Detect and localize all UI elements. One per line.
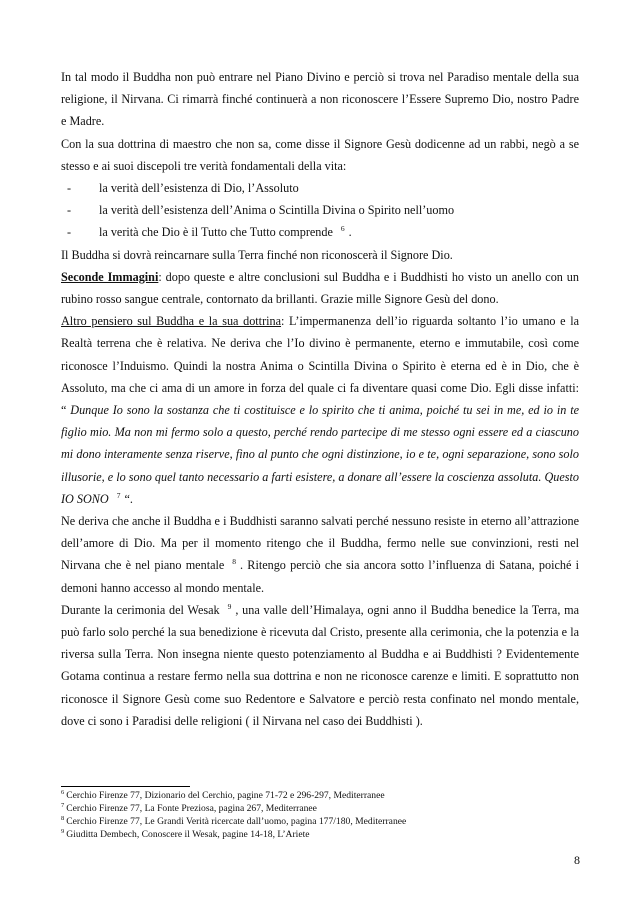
footnote-ref-8[interactable]: 8 [232,557,237,567]
paragraph-other-thought [61,310,579,510]
paragraph-doctrine: Con la sua dottrina di maestro che non sa, come disse il Signore Gesù dodicenne ad un rabbi, negò a se stesso e ai suoi discepoli tre verità fondamentali della vita: [61,136,579,173]
other-thought-text: : L’impermanenza dell’io riguarda soltanto l’io umano e la Realtà terrena che è relativa. Ne deriva che l’Io divino è permanente, eterno e immutabile, così come riconosce l’Induismo. Quindi la nostra Anima o Scintilla Divina o Spirito è eterna ed è in Dio, che è Assoluto, ma che ci ama di un amore in forza del quale ci fa diventare quasi come Dio. Egli disse infatti: “ [61,314,579,418]
footnote-number: 6 [61,789,65,796]
wesak-text-a: Durante la cerimonia del Wesak [61,602,220,617]
list-item-text: la verità dell’esistenza di Dio, l’Assoluto [99,181,299,196]
footnote-text: Cerchio Firenze 77, Le Grandi Verità ricercate dall’uomo, pagina 177/180, Mediterranee [66,816,407,827]
list-item [61,221,579,243]
paragraph-reincarnation: Il Buddha si dovrà reincarnare sulla Terra finché non riconoscerà il Signore Dio. [61,247,453,262]
quotation: Dunque Io sono la sostanza che ti costituisce e lo spirito che ti anima, poiché tu sei in me, ed io in te figlio mio. Ma non mi fermo solo a questo, perché rendo partecipe di me stesso ogni essere ed a ciascuno mi dono interamente senza riserve, fino al punto che ogni distinzione, io e te, ogni separazione, sono solo illusorie, e lo sono quel tanto necessario a farti esistere, a donare all’essere la coscienza assoluta. Questo IO SONO [61,403,579,506]
footnote-7 [61,802,579,815]
footnote-number: 9 [61,828,65,835]
footnote-number: 8 [61,815,65,822]
paragraph-wesak [61,599,579,732]
bullet-dash: - [67,181,72,196]
salvation-text-a: Ne deriva che anche il Buddha e i Buddhisti saranno salvati perché nessuno resiste in eterno all’attrazione dell’amore di Dio. Ma per il momento ritengo che il Buddha, fermo nelle sue convinzioni, resti nel Nirvana che è nel piano mentale [61,514,579,573]
footnote-text: Cerchio Firenze 77, La Fonte Preziosa, pagina 267, Mediterranee [66,803,317,814]
footnote-9 [61,828,579,841]
list-item [61,177,579,199]
section-heading-second-images: Seconde Immagini [61,269,159,284]
section-heading-other-thought: Altro pensiero sul Buddha e la sua dottrina [61,314,282,329]
footnote-number: 7 [61,802,65,809]
list-item-end: . [348,225,352,240]
footnote-6 [61,789,579,802]
body-text [61,66,579,732]
paragraph-salvation [61,510,579,599]
footnote-ref-6[interactable]: 6 [340,224,345,234]
footnote-text: Giuditta Dembech, Conoscere il Wesak, pagine 14-18, L’Ariete [66,829,310,840]
second-images-text: : dopo queste e altre conclusioni sul Buddha e i Buddhisti ho visto un anello con un rubino rosso sangue centrale, contornato da brillanti. Grazie mille Signore Gesù del dono. [61,269,579,307]
list-item [61,199,579,221]
paragraph-second-images [61,266,579,310]
wesak-text-b: , una valle dell’Himalaya, ogni anno il Buddha benedice la Terra, ma può farlo solo perché la sua benedizione è ricevuta dal Cristo, presente alla cerimonia, che la potenzia e la riversa sulla Terra. Non insegna niente questo potenziamento al Buddha e ai Buddhisti ? Evidentemente Gotama continua a restare fermo nella sua dottrina e non ne riconosce carenze e limiti. E soprattutto non riconosce il Signore Gesù come suo Redentore e Salvatore e perciò resta confinato nel mondo mentale, dove ci sono i Paradisi delle religioni ( il Nirvana nel caso dei Buddhisti ). [61,602,580,728]
bullet-dash: - [67,203,72,218]
footnotes [61,789,579,841]
footnote-8 [61,815,579,828]
bullet-dash: - [67,225,72,240]
truths-list [61,177,579,244]
page-number: 8 [574,853,580,867]
quotation-end: “. [124,491,133,506]
footnote-ref-7[interactable]: 7 [116,490,121,500]
salvation-text-b: . Ritengo perciò che sia ancora sotto l’influenza di Satana, poiché i demoni hanno accesso al mondo mentale. [61,558,579,595]
paragraph-nirvana: In tal modo il Buddha non può entrare nel Piano Divino e perciò si trova nel Paradiso mentale della sua religione, il Nirvana. Ci rimarrà finché continuerà a non riconoscere l’Essere Supremo Dio, nostro Padre e Madre. [61,70,579,129]
list-item-text: la verità che Dio è il Tutto che Tutto comprende [99,225,333,240]
footnote-text: Cerchio Firenze 77, Dizionario del Cerchio, pagine 71-72 e 296-297, Mediterranee [66,790,385,801]
list-item-text: la verità dell’esistenza dell’Anima o Scintilla Divina o Spirito nell’uomo [99,203,455,218]
footnote-ref-9[interactable]: 9 [227,601,232,611]
footnote-divider [61,786,190,787]
